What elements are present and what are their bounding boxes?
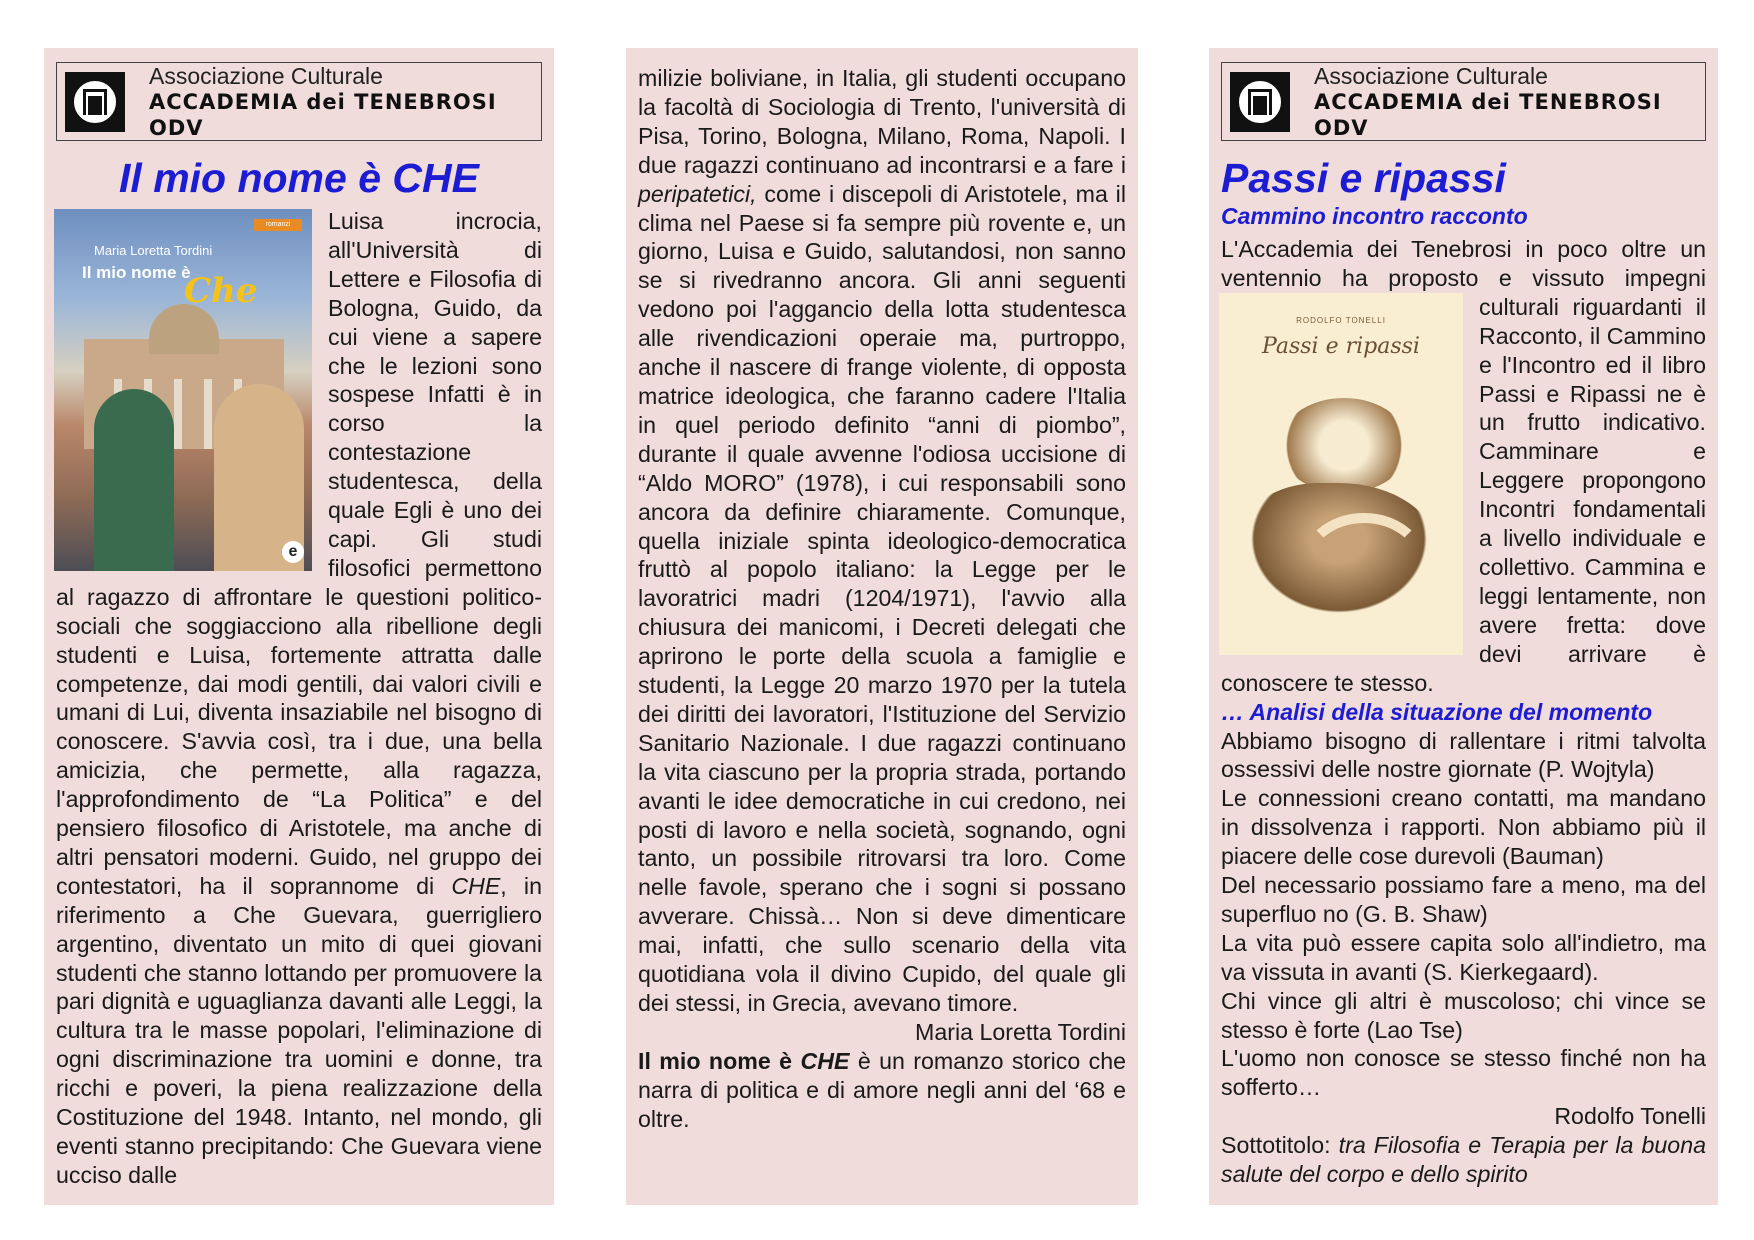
closing-bold: Il mio nome è: [638, 1047, 801, 1074]
association-name: [149, 63, 533, 141]
association-logo-icon: [65, 72, 125, 132]
article-subtitle: Cammino incontro racconto: [1221, 203, 1528, 229]
body-part-1: Luisa incrocia, all'Università di Lettere e Filosofia di Bologna, Guido, da cui viene a sapere che le lezioni sono sospese Infatti è in corso la contestazione studentesca, della quale Egli è uno dei capi. Gli studi filosofici permettono al ragazzo di affrontare le questioni politico-sociali che soggiacciono alla ribellione degli studenti e Luisa, fortemente attratta dalle competenze, dai modi gentili, dai valori civili e umani di Lui, diventa insaziabile nel bisogno di conoscere. S'avvia così, tra i due, una bella amicizia, che permette, alla ragazza, l'approfondimento de “La Politica” e del pensiero filosofico di Aristotele, ma anche di altri pensatori moderni. Guido, nel gruppo dei contestatori, ha il soprannome di: [56, 208, 542, 899]
association-name: [1314, 63, 1697, 141]
intro-text-a: L'Accademia dei Tenebrosi in poco oltre un ventennio ha proposto e vissuto impegni: [1221, 236, 1706, 291]
closing-rest: è un romanzo storico che narra di politica e di amore negli anni del ‘68 e oltre.: [638, 1047, 1126, 1132]
column-continuation: [626, 48, 1138, 1205]
cont-part-b: come i discepoli di Aristotele, ma il clima nel Paese si fa sempre più rovente e, un giorno, Luisa e Guido, salutandosi, non sanno se si rivedranno ancora. Gli anni seguenti vedono poi l'aggancio della lotta studentesca alle rivendicazioni operaie ma, purtroppo, anche il nascere di frange violente, di opposta matrice ideologica, che faranno cadere l'Italia in quel periodo definito “anni di piombo”, durante il quale avvenne l'odiosa uccisione di “Aldo MORO” (1978), i cui responsabili sono ancora da definire chiaramente. Comunque, quella iniziale spinta ideologico-democratica fruttò al popolo italiano: la Legge per le lavoratrici madri (1204/1971), l'avvio alla chiusura dei manicomi, i Decreti delegati che aprirono le porte della scuola a famiglie e studenti, la Legge 20 marzo 1970 per la tutela dei diritti dei lavoratori, l'Istituzione del Servizio Sanitario Nazionale. I due ragazzi continuano la vita ciascuno per la propria strada, portando avanti le idee democratiche in cui credono, nei posti di lavoro e nella società, sognando, ogni tanto, un possibile ritrovarsi tra loro. Come nelle favole, sperano che i sogni si possano avverare. Chissà… Non si deve dimenticare mai, infatti, che sullo scenario della vita quotidiana vola il divino Cupido, del quale gli dei stessi, in Grecia, avevano timore.: [638, 180, 1126, 1016]
association-line1: Associazione Culturale: [149, 62, 383, 89]
cover-author: Maria Loretta Tordini: [94, 243, 213, 258]
body-part-2: , in riferimento a Che Guevara, guerrigliero argentino, diventato un mito di quei giovani studenti che stanno lottando per promuovere la pari dignità e uguaglianza davanti alle Leggi, la cultura tra le masse popolari, l'eliminazione di ogni discriminazione tra uomini e donne, tra ricchi e poveri, la piena realizzazione della Costituzione del 1948. Intanto, nel mondo, gli eventi stanno precipitando: Che Guevara viene ucciso dalle: [56, 872, 542, 1188]
continuation-body: [638, 64, 1126, 1018]
quote-3: Del necessario possiamo fare a meno, ma del superfluo no (G. B. Shaw): [1221, 872, 1706, 927]
book-subtitle-line: [1221, 1131, 1706, 1189]
article-title: Passi e ripassi: [1221, 155, 1506, 201]
article-body: [56, 207, 542, 1190]
intro-text-b: culturali riguardanti il Racconto, il Cammino e l'Incontro ed il libro Passi e Ripassi ne è un frutto indicativo. Camminare e Leggere propongono Incontri fondamentali a livello individuale e collettivo. Cammina e leggi lentamente, non avere fretta: dove devi arrivare è conoscere te stesso.: [1221, 293, 1706, 696]
author-signature: Rodolfo Tonelli: [1554, 1103, 1706, 1130]
quote-5: Chi vince gli altri è muscoloso; chi vince se stesso è forte (Lao Tse): [1221, 987, 1706, 1043]
cover-author: RODOLFO TONELLI: [1296, 315, 1386, 325]
association-logo-icon: [1230, 72, 1290, 132]
association-header: [56, 62, 542, 141]
column-passi: [1209, 48, 1718, 1205]
cover-title-b: Che: [184, 271, 258, 311]
quote-6: L'uomo non conosce se stesso finché non ha sofferto…: [1221, 1045, 1706, 1101]
cover-title-a: Il mio nome è: [82, 263, 191, 282]
subtitle-text: tra Filosofia e Terapia per la buona salute del corpo e dello spirito: [1221, 1132, 1706, 1188]
cont-part-a: milizie boliviane, in Italia, gli studenti occupano la facoltà di Sociologia di Trento, l'università di Pisa, Torino, Bologna, Milano, Roma, Napoli. I due ragazzi continuano ad incontrarsi e a fare i: [638, 65, 1126, 178]
association-line2: ACCADEMIA dei TENEBROSI ODV: [149, 89, 497, 140]
quote-4: La vita può essere capita solo all'indietro, ma va vissuta in avanti (S. Kierkegaard).: [1221, 929, 1706, 985]
quote-2: Le connessioni creano contatti, ma mandano in dissolvenza i rapporti. Non abbiamo più il piacere delle cose durevoli (Bauman): [1221, 785, 1706, 870]
cover-tag: romanzi: [254, 219, 302, 231]
column-che: [44, 48, 554, 1205]
closing-bold-italic: CHE: [800, 1047, 850, 1074]
article-title: Il mio nome è CHE: [119, 155, 479, 201]
association-line2: ACCADEMIA dei TENEBROSI ODV: [1314, 89, 1662, 140]
closing-paragraph: [638, 1047, 1126, 1134]
book-cover-image: [54, 209, 312, 571]
intro-paragraph: [1221, 235, 1706, 698]
body-italic-che: CHE: [451, 872, 501, 899]
association-header: [1221, 62, 1706, 141]
publisher-logo-icon: e: [282, 541, 304, 563]
cover-title: Passi e ripassi: [1262, 333, 1420, 359]
quote-1: Abbiamo bisogno di rallentare i ritmi talvolta ossessivi delle nostre giornate (P. Wojtyla): [1221, 727, 1706, 783]
section-heading: … Analisi della situazione del momento: [1221, 698, 1653, 725]
signature: Maria Loretta Tordini: [915, 1018, 1126, 1045]
association-line1: Associazione Culturale: [1314, 62, 1548, 89]
cont-italic: peripatetici,: [638, 180, 757, 207]
book-cover-image: [1219, 293, 1463, 655]
subtitle-label: Sottotitolo:: [1221, 1132, 1339, 1159]
